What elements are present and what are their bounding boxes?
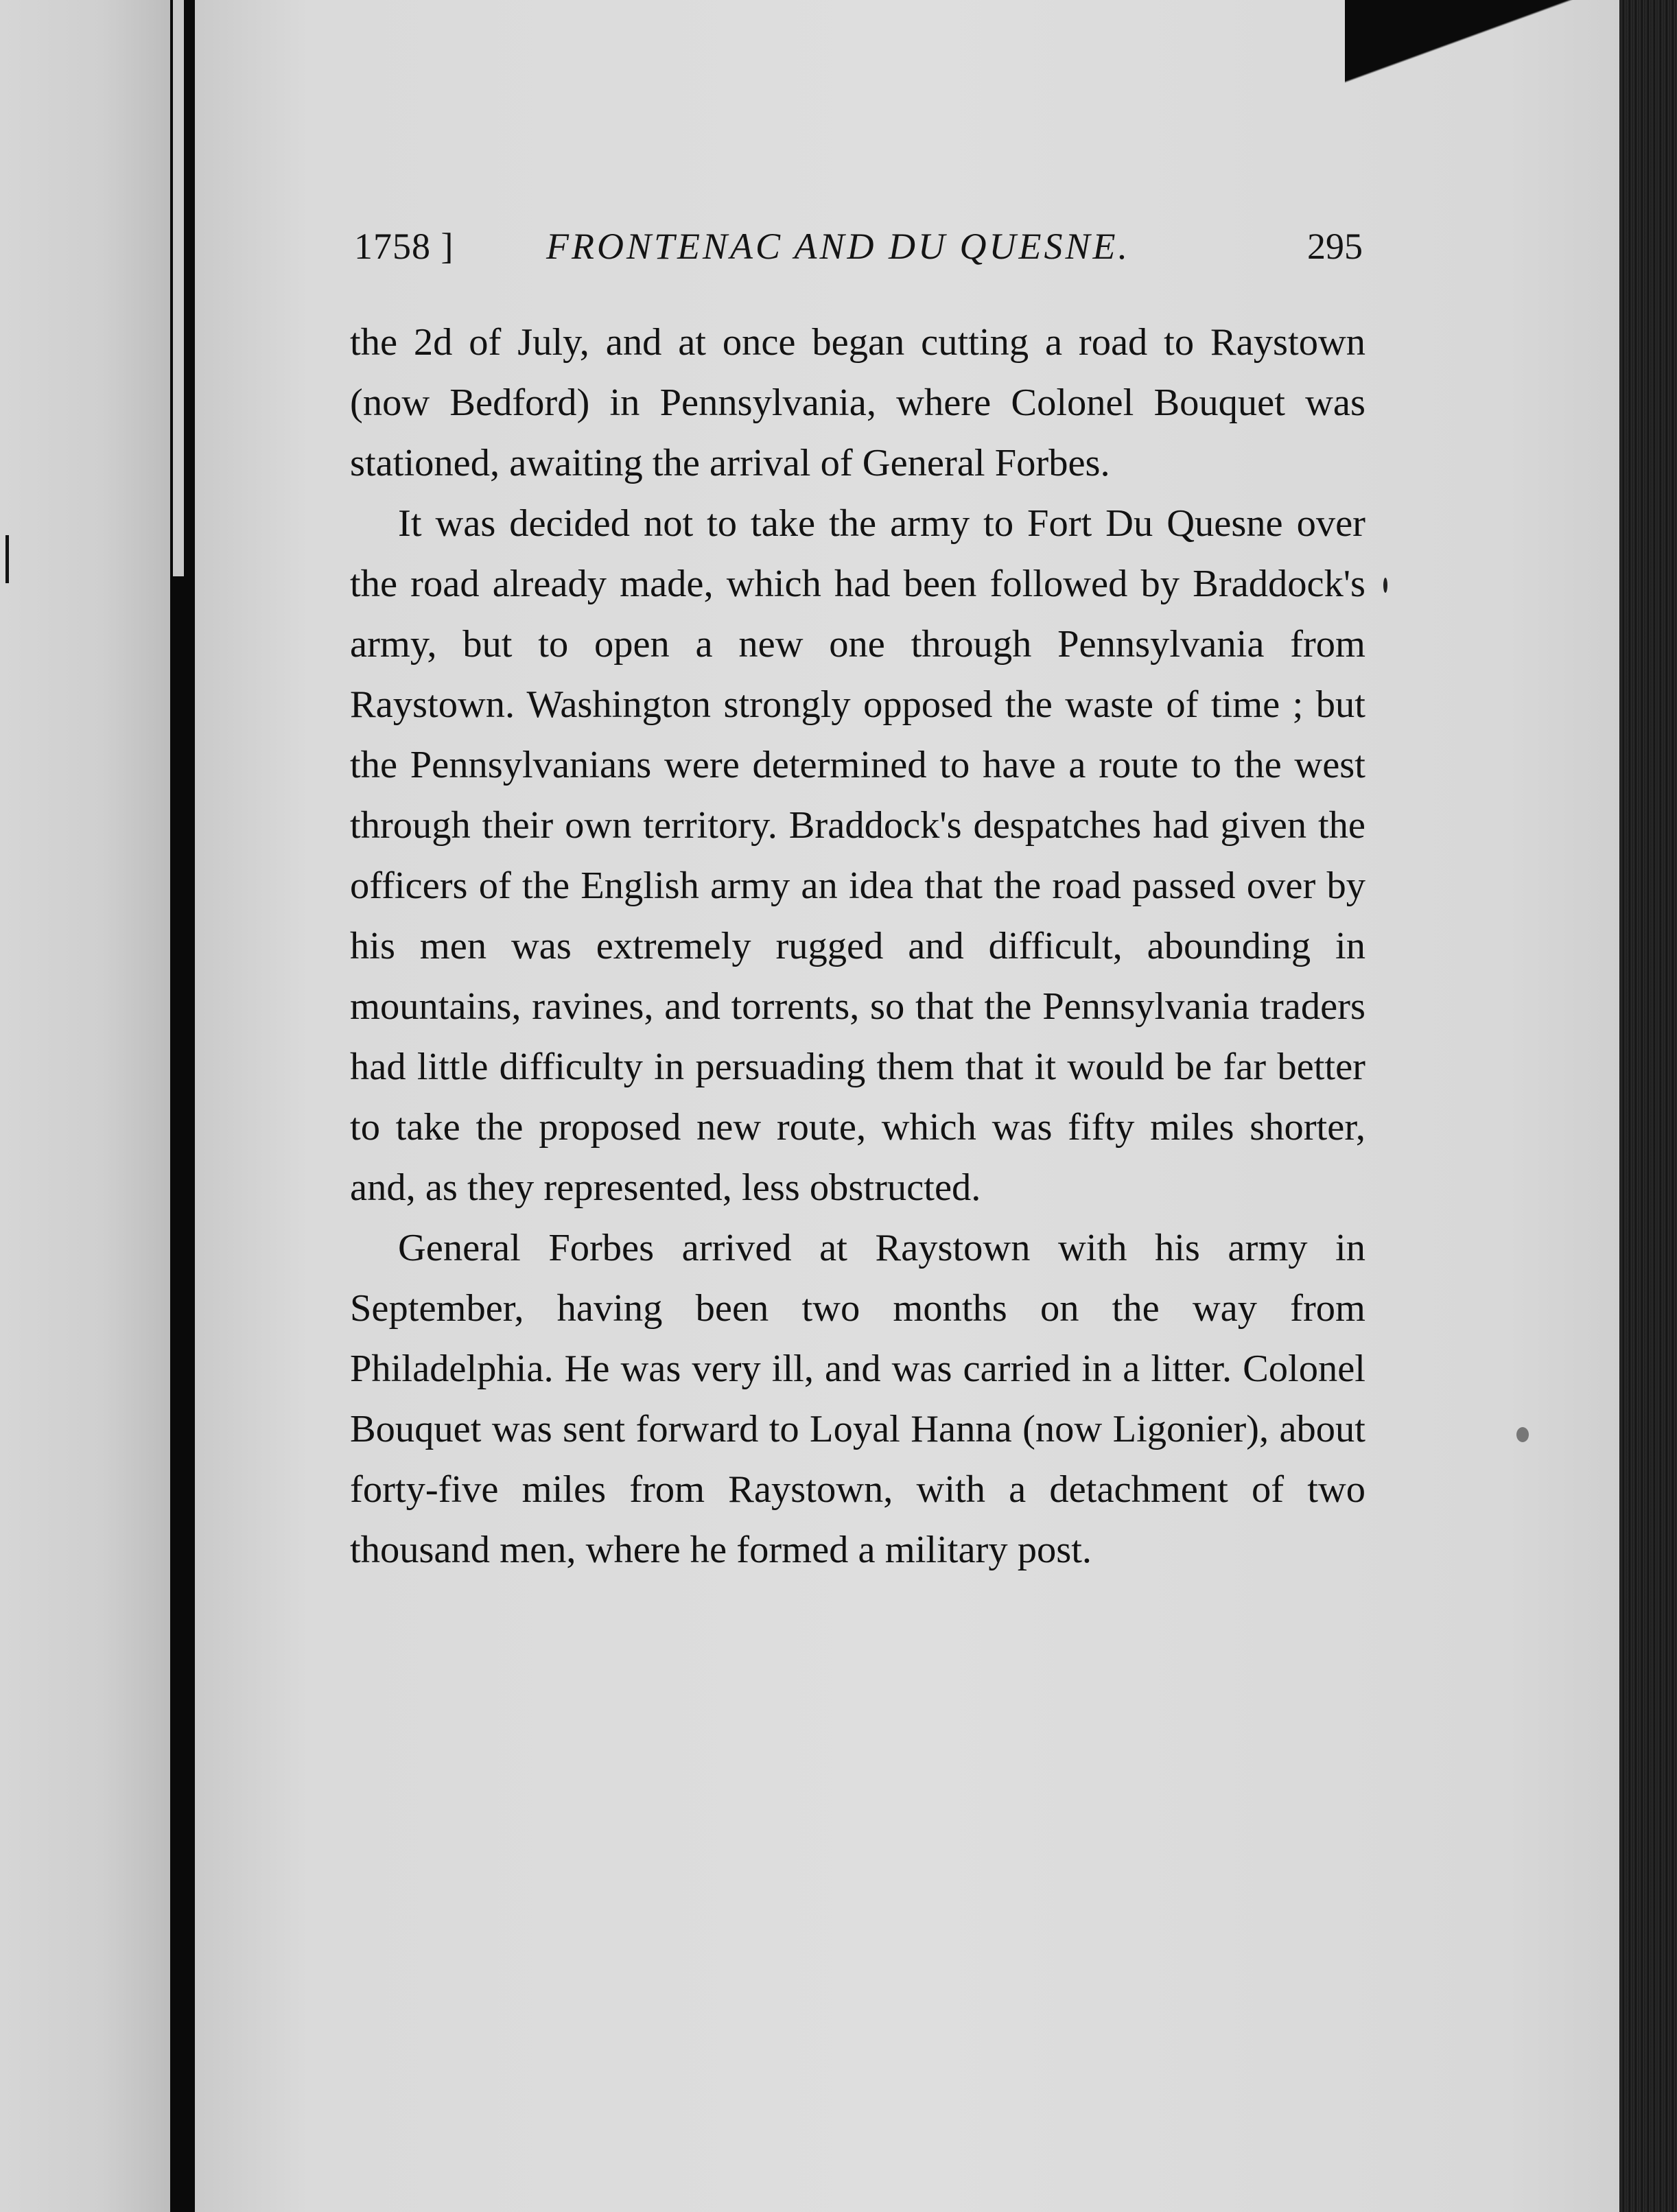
facing-page-mark <box>5 535 9 583</box>
paragraph-2: It was decided not to take the army to Fort Du Quesne over the road already made, which had been followed by Braddock's army, but to open a new one through Pennsylvania from Raystown. Washington strongly opposed the waste of time ; but the Pennsylvanians were determined to have a route to the west through their own territory. Braddock's despatches had given the officers of the English army an idea that the road passed over by his men was extremely rugged and difficult, abounding in mountains, ravines, and torrents, so that the Pennsylvania traders had little difficulty in persuading them that it would be far better to take the proposed new route, which was fifty miles shorter, and, as they represented, less obstructed. <box>350 502 1365 1209</box>
header-title: FRONTENAC AND DU QUESNE. <box>546 226 1131 267</box>
header-year: 1758 ] <box>354 226 454 267</box>
page-corner-shadow <box>1345 0 1619 103</box>
paragraph-3: General Forbes arrived at Raystown with his army in September, having been two months on the way from Philadelphia. He was very ill, and was carried in a litter. Colonel Bouquet was sent forward to Loyal Hanna (now Ligonier), about forty-five miles from Raystown, with a detachment of two thousand men, where he formed a military post. <box>350 1227 1365 1571</box>
gutter-highlight <box>173 0 184 576</box>
facing-page-edge <box>0 0 170 2212</box>
body-text <box>350 312 1365 1580</box>
paragraph-1: the 2d of July, and at once began cutting a road to Raystown (now Bedford) in Pennsylvania, where Colonel Bouquet was stationed, awaiting the arrival of General Forbes. <box>350 321 1365 484</box>
paper-mark <box>1383 578 1387 593</box>
page-number: 295 <box>1307 226 1363 267</box>
paper-speck <box>1516 1427 1529 1442</box>
page-stack-edge <box>1619 0 1677 2212</box>
running-header <box>354 225 1363 280</box>
